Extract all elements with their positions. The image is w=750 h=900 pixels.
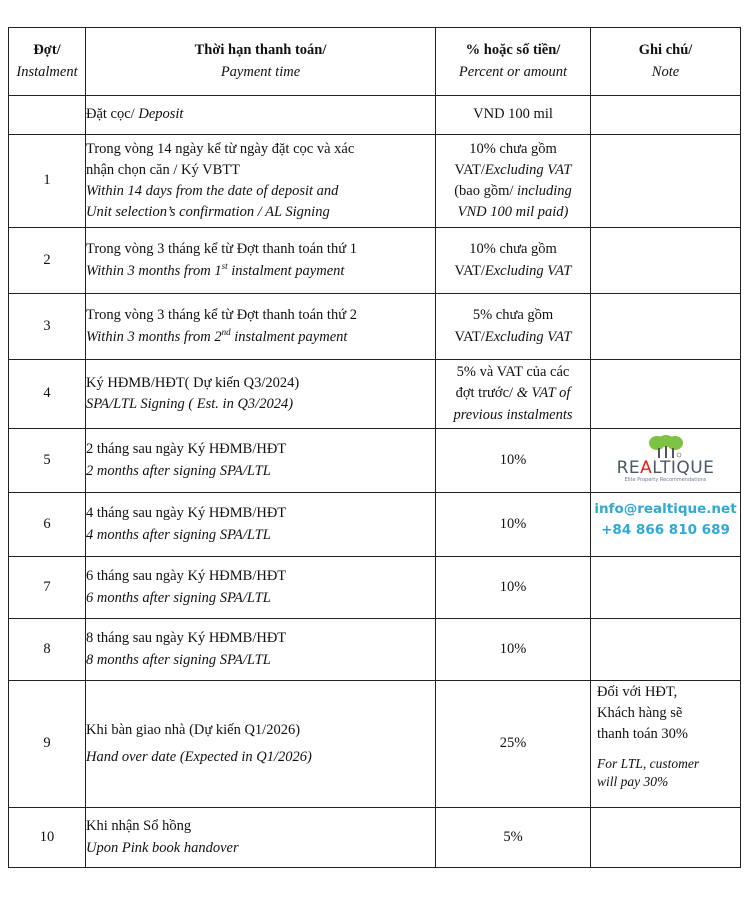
- header-instalment: Đợt/ Instalment: [9, 28, 86, 96]
- instalment-number: 10: [9, 808, 86, 868]
- payment-amount: 5% chưa gồm VAT/Excluding VAT: [436, 294, 591, 360]
- realtique-logo: REALTIQUE Elite Property Recommendations: [617, 435, 715, 483]
- payment-time: Khi nhận Sổ hồng Upon Pink book handover: [86, 808, 436, 868]
- table-row: [9, 429, 741, 493]
- instalment-number: 6: [9, 493, 86, 557]
- header-note: Ghi chú/ Note: [591, 28, 741, 96]
- table-row: [9, 619, 741, 681]
- note-cell: [591, 96, 741, 135]
- payment-amount: 5% và VAT của các đợt trước/ & VAT of previous instalments: [436, 360, 591, 429]
- header-percent-amount: % hoặc số tiền/ Percent or amount: [436, 28, 591, 96]
- table-row: [9, 681, 741, 808]
- instalment-number: 1: [9, 135, 86, 228]
- table-row: [9, 360, 741, 429]
- payment-time: Ký HĐMB/HĐT( Dự kiến Q3/2024) SPA/LTL Signing ( Est. in Q3/2024): [86, 360, 436, 429]
- payment-time: 8 tháng sau ngày Ký HĐMB/HĐT 8 months after signing SPA/LTL: [86, 619, 436, 681]
- instalment-number: 4: [9, 360, 86, 429]
- payment-amount: 10%: [436, 619, 591, 681]
- header-payment-time: Thời hạn thanh toán/ Payment time: [86, 28, 436, 96]
- contact-phone[interactable]: +84 866 810 689: [601, 522, 730, 538]
- payment-schedule-table: [8, 27, 741, 868]
- table-header-row: [9, 28, 741, 96]
- instalment-number: 3: [9, 294, 86, 360]
- note-cell: [591, 557, 741, 619]
- payment-time: Đặt cọc/ Deposit: [86, 96, 436, 135]
- brand-logo-cell: [591, 429, 741, 493]
- table-row: [9, 557, 741, 619]
- contact-cell: [591, 493, 741, 557]
- payment-amount: 10% chưa gồm VAT/Excluding VAT: [436, 228, 591, 294]
- payment-time: 2 tháng sau ngày Ký HĐMB/HĐT 2 months after signing SPA/LTL: [86, 429, 436, 493]
- payment-amount: 25%: [436, 681, 591, 808]
- instalment-number: 7: [9, 557, 86, 619]
- tree-icon: [646, 435, 686, 459]
- payment-time: Trong vòng 3 tháng kể từ Đợt thanh toán thứ 2 Within 3 months from 2nd instalment payment: [86, 294, 436, 360]
- payment-amount: 10%: [436, 557, 591, 619]
- payment-time: Khi bàn giao nhà (Dự kiến Q1/2026) Hand over date (Expected in Q1/2026): [86, 681, 436, 808]
- note-cell: [591, 619, 741, 681]
- contact-email[interactable]: info@realtique.net: [594, 501, 737, 517]
- instalment-number: 2: [9, 228, 86, 294]
- payment-amount: 10%: [436, 429, 591, 493]
- note-cell: [591, 360, 741, 429]
- note-cell: [591, 808, 741, 868]
- table-row: [9, 135, 741, 228]
- note-cell: Đối với HĐT, Khách hàng sẽ thanh toán 30% For LTL, customer will pay 30%: [591, 681, 741, 808]
- payment-amount: VND 100 mil: [436, 96, 591, 135]
- payment-time: Trong vòng 3 tháng kể từ Đợt thanh toán thứ 1 Within 3 months from 1st instalment payment: [86, 228, 436, 294]
- note-cell: [591, 294, 741, 360]
- instalment-number: 9: [9, 681, 86, 808]
- payment-amount: 10% chưa gồm VAT/Excluding VAT (bao gồm/ including VND 100 mil paid): [436, 135, 591, 228]
- payment-time: 4 tháng sau ngày Ký HĐMB/HĐT 4 months after signing SPA/LTL: [86, 493, 436, 557]
- instalment-number: [9, 96, 86, 135]
- note-cell: [591, 228, 741, 294]
- payment-time: 6 tháng sau ngày Ký HĐMB/HĐT 6 months after signing SPA/LTL: [86, 557, 436, 619]
- payment-amount: 10%: [436, 493, 591, 557]
- payment-time: Trong vòng 14 ngày kể từ ngày đặt cọc và xác nhận chọn căn / Ký VBTT Within 14 days from the date of deposit and Unit selection’s confirmation / AL Signing: [86, 135, 436, 228]
- instalment-number: 5: [9, 429, 86, 493]
- table-row: [9, 808, 741, 868]
- table-row: [9, 228, 741, 294]
- table-row: [9, 96, 741, 135]
- instalment-number: 8: [9, 619, 86, 681]
- table-row: [9, 294, 741, 360]
- table-row: [9, 493, 741, 557]
- note-cell: [591, 135, 741, 228]
- payment-amount: 5%: [436, 808, 591, 868]
